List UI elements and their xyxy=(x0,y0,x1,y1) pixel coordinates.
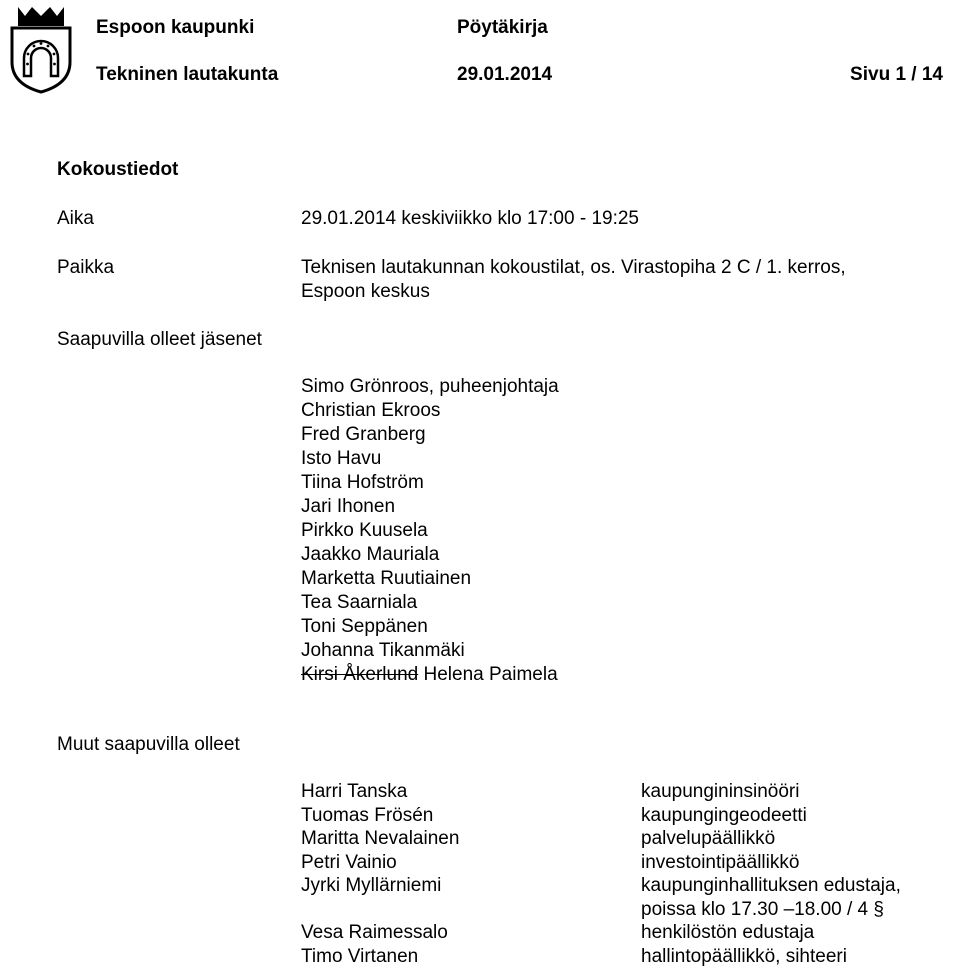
time-label: Aika xyxy=(57,208,94,229)
place-value-line2: Espoon keskus xyxy=(301,281,430,302)
list-item: Toni Seppänen xyxy=(301,616,428,637)
role-item: hallintopäällikkö, sihteeri xyxy=(641,945,847,967)
espoo-coat-of-arms-logo xyxy=(8,4,74,94)
role-item: poissa klo 17.30 –18.00 / 4 § xyxy=(641,898,884,920)
role-item: kaupungininsinööri xyxy=(641,781,800,802)
list-item: Tiina Hofström xyxy=(301,472,424,493)
list-item: Petri Vainio xyxy=(301,851,397,873)
list-item: Maritta Nevalainen xyxy=(301,828,460,849)
others-roles-list xyxy=(641,780,901,968)
list-item: Isto Havu xyxy=(301,448,382,469)
list-item: Vesa Raimessalo xyxy=(301,922,448,943)
replacement-member-name: Helena Paimela xyxy=(423,664,558,685)
meeting-date: 29.01.2014 xyxy=(457,64,553,85)
role-item: kaupungingeodeetti xyxy=(641,804,807,826)
list-item: Harri Tanska xyxy=(301,781,408,802)
time-value: 29.01.2014 keskiviikko klo 17:00 - 19:25 xyxy=(301,208,639,229)
list-item: Simo Grönroos, puheenjohtaja xyxy=(301,376,559,397)
list-item: Johanna Tikanmäki xyxy=(301,640,465,661)
document-type: Pöytäkirja xyxy=(457,17,548,38)
role-item: henkilöstön edustaja xyxy=(641,922,815,943)
list-item: Tuomas Frösén xyxy=(301,804,434,826)
page-number: Sivu 1 / 14 xyxy=(850,64,943,85)
list-item: Tea Saarniala xyxy=(301,592,418,613)
list-item: Christian Ekroos xyxy=(301,400,441,421)
list-item: Fred Granberg xyxy=(301,424,426,445)
list-item: Jyrki Myllärniemi xyxy=(301,875,442,896)
committee-name: Tekninen lautakunta xyxy=(96,64,279,85)
list-item xyxy=(301,898,459,922)
list-item: Pirkko Kuusela xyxy=(301,520,428,541)
list-item: Jaakko Mauriala xyxy=(301,544,440,565)
others-label: Muut saapuvilla olleet xyxy=(57,734,240,755)
struck-member-name: Kirsi Åkerlund xyxy=(301,664,419,685)
members-label: Saapuvilla olleet jäsenet xyxy=(57,329,262,350)
list-item: Timo Virtanen xyxy=(301,945,419,967)
role-item: investointipäällikkö xyxy=(641,851,800,873)
others-names-list xyxy=(301,780,459,968)
list-item: Marketta Ruutiainen xyxy=(301,568,472,589)
list-item-last xyxy=(301,663,559,687)
place-value-line1: Teknisen lautakunnan kokoustilat, os. Virastopiha 2 C / 1. kerros, xyxy=(301,257,846,278)
members-list xyxy=(301,375,559,687)
role-item: palvelupäällikkö xyxy=(641,828,776,849)
role-item: kaupunginhallituksen edustaja, xyxy=(641,875,901,896)
list-item: Jari Ihonen xyxy=(301,496,396,517)
organization-name: Espoon kaupunki xyxy=(96,17,255,38)
section-title: Kokoustiedot xyxy=(57,159,179,180)
place-label: Paikka xyxy=(57,257,115,278)
